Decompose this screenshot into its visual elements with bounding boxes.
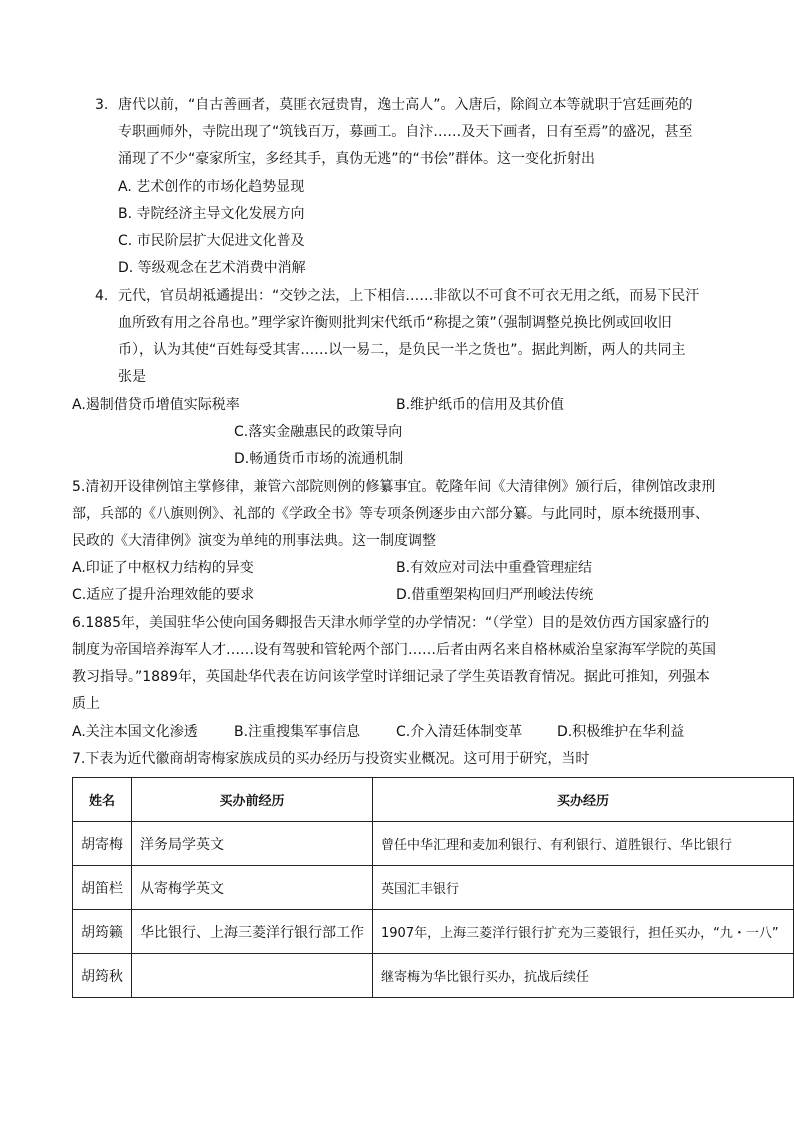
q6-option-a: A.关注本国文化渗透 (72, 724, 198, 740)
table-cell-name: 胡筠秋 (73, 954, 132, 998)
q6-stem-line-1: 6.1885年，美国驻华公使向国务卿报告天津水师学堂的办学情况：“（学堂）目的是效仿西方国家盛行的 (72, 615, 710, 631)
table-row (73, 910, 794, 954)
q5-stem-line-3: 民政的《大清律例》演变为单纯的刑事法典。这一制度调整 (72, 533, 436, 549)
q4-option-c: C.落实金融惠民的政策导向 (234, 424, 403, 440)
q3-option-d: D. 等级观念在艺术消费中消解 (118, 260, 306, 276)
q5-option-c: C.适应了提升治理效能的要求 (72, 587, 255, 603)
q4-option-d: D.畅通货币市场的流通机制 (234, 451, 404, 467)
table-cell-before: 洋务局学英文 (132, 822, 373, 866)
q6-option-b: B.注重搜集军事信息 (234, 724, 361, 740)
q3-number: 3. (95, 97, 109, 113)
q4-number: 4. (95, 288, 109, 304)
q3-option-b: B. 寺院经济主导文化发展方向 (118, 206, 305, 222)
table-cell-experience: 曾任中华汇理和麦加利银行、有利银行、道胜银行、华比银行 (373, 822, 794, 866)
q4-stem-line-1: 元代，官员胡祗遹提出：“交钞之法，上下相信……非欲以不可食不可衣无用之纸，而易下民汗 (118, 288, 700, 304)
table-cell-name: 胡笛栏 (73, 866, 132, 910)
q4-stem-line-3: 币），认为其使“百姓每受其害……以一易二，是负民一半之货也”。据此判断，两人的共同主 (118, 342, 686, 358)
q6-stem-line-4: 质上 (72, 696, 100, 712)
table-cell-name: 胡寄梅 (73, 822, 132, 866)
q6-option-d: D.积极维护在华利益 (557, 724, 685, 740)
table-cell-experience: 英国汇丰银行 (373, 866, 794, 910)
q3-stem-line-1: 唐代以前，“自古善画者，莫匪衣冠贵胄，逸士高人”。入唐后，除阎立本等就职于宫廷画苑的 (118, 97, 693, 113)
table-row (73, 822, 794, 866)
q6-option-c: C.介入清廷体制变革 (396, 724, 523, 740)
table-cell-before: 华比银行、上海三菱洋行银行部工作 (132, 910, 373, 954)
q6-stem-line-3: 教习指导。”1889年，英国赴华代表在访问该学堂时详细记录了学生英语教育情况。据此可推知，列强本 (72, 669, 710, 685)
q5-stem-line-1: 5.清初开设律例馆主掌修律，兼管六部院则例的修纂事宜。乾隆年间《大清律例》颁行后，律例馆改隶刑 (72, 479, 716, 495)
q3-option-c: C. 市民阶层扩大促进文化普及 (118, 233, 305, 249)
table-cell-before (132, 954, 373, 998)
table-header-row (73, 778, 794, 822)
table-cell-experience: 继寄梅为华比银行买办，抗战后续任 (373, 954, 794, 998)
q5-option-d: D.借重塑架构回归严刑峻法传统 (396, 587, 594, 603)
table-row (73, 954, 794, 998)
q5-stem-line-2: 部，兵部的《八旗则例》、礼部的《学政全书》等专项条例逐步由六部分纂。与此同时，原本统摄刑事、 (72, 506, 709, 522)
q3-option-a: A. 艺术创作的市场化趋势显现 (118, 179, 305, 195)
table-header-before: 买办前经历 (132, 778, 373, 822)
table-cell-experience: 1907年，上海三菱洋行银行扩充为三菱银行，担任买办，“九・一八” (373, 910, 794, 954)
q3-stem-line-2: 专职画师外，寺院出现了“筑钱百万，募画工。自汴……及天下画者，日有至焉”的盛况，甚至 (118, 124, 693, 140)
table-cell-before: 从寄梅学英文 (132, 866, 373, 910)
q5-option-b: B.有效应对司法中重叠管理症结 (396, 560, 593, 576)
q4-stem-line-4: 张是 (118, 369, 146, 385)
q6-stem-line-2: 制度为帝国培养海军人才……设有驾驶和管轮两个部门……后者由两名来自格林威治皇家海军学院的英国 (72, 642, 716, 658)
q4-option-a: A.遏制借贷币增值实际税率 (72, 397, 240, 413)
q7-table (72, 777, 794, 998)
q7-stem: 7.下表为近代徽商胡寄梅家族成员的买办经历与投资实业概况。这可用于研究，当时 (72, 751, 590, 767)
q5-option-a: A.印证了中枢权力结构的异变 (72, 560, 254, 576)
q4-option-b: B.维护纸币的信用及其价值 (396, 397, 565, 413)
q4-stem-line-2: 血所致有用之谷帛也。”理学家许衡则批判宋代纸币“称提之策”（强制调整兑换比例或回收旧 (118, 315, 672, 331)
table-header-name: 姓名 (73, 778, 132, 822)
q3-stem-line-3: 涌现了不少“豪家所宝，多经其手，真伪无逃”的“书侩”群体。这一变化折射出 (118, 151, 596, 167)
table-header-experience: 买办经历 (373, 778, 794, 822)
table-row (73, 866, 794, 910)
table-cell-name: 胡筠籁 (73, 910, 132, 954)
